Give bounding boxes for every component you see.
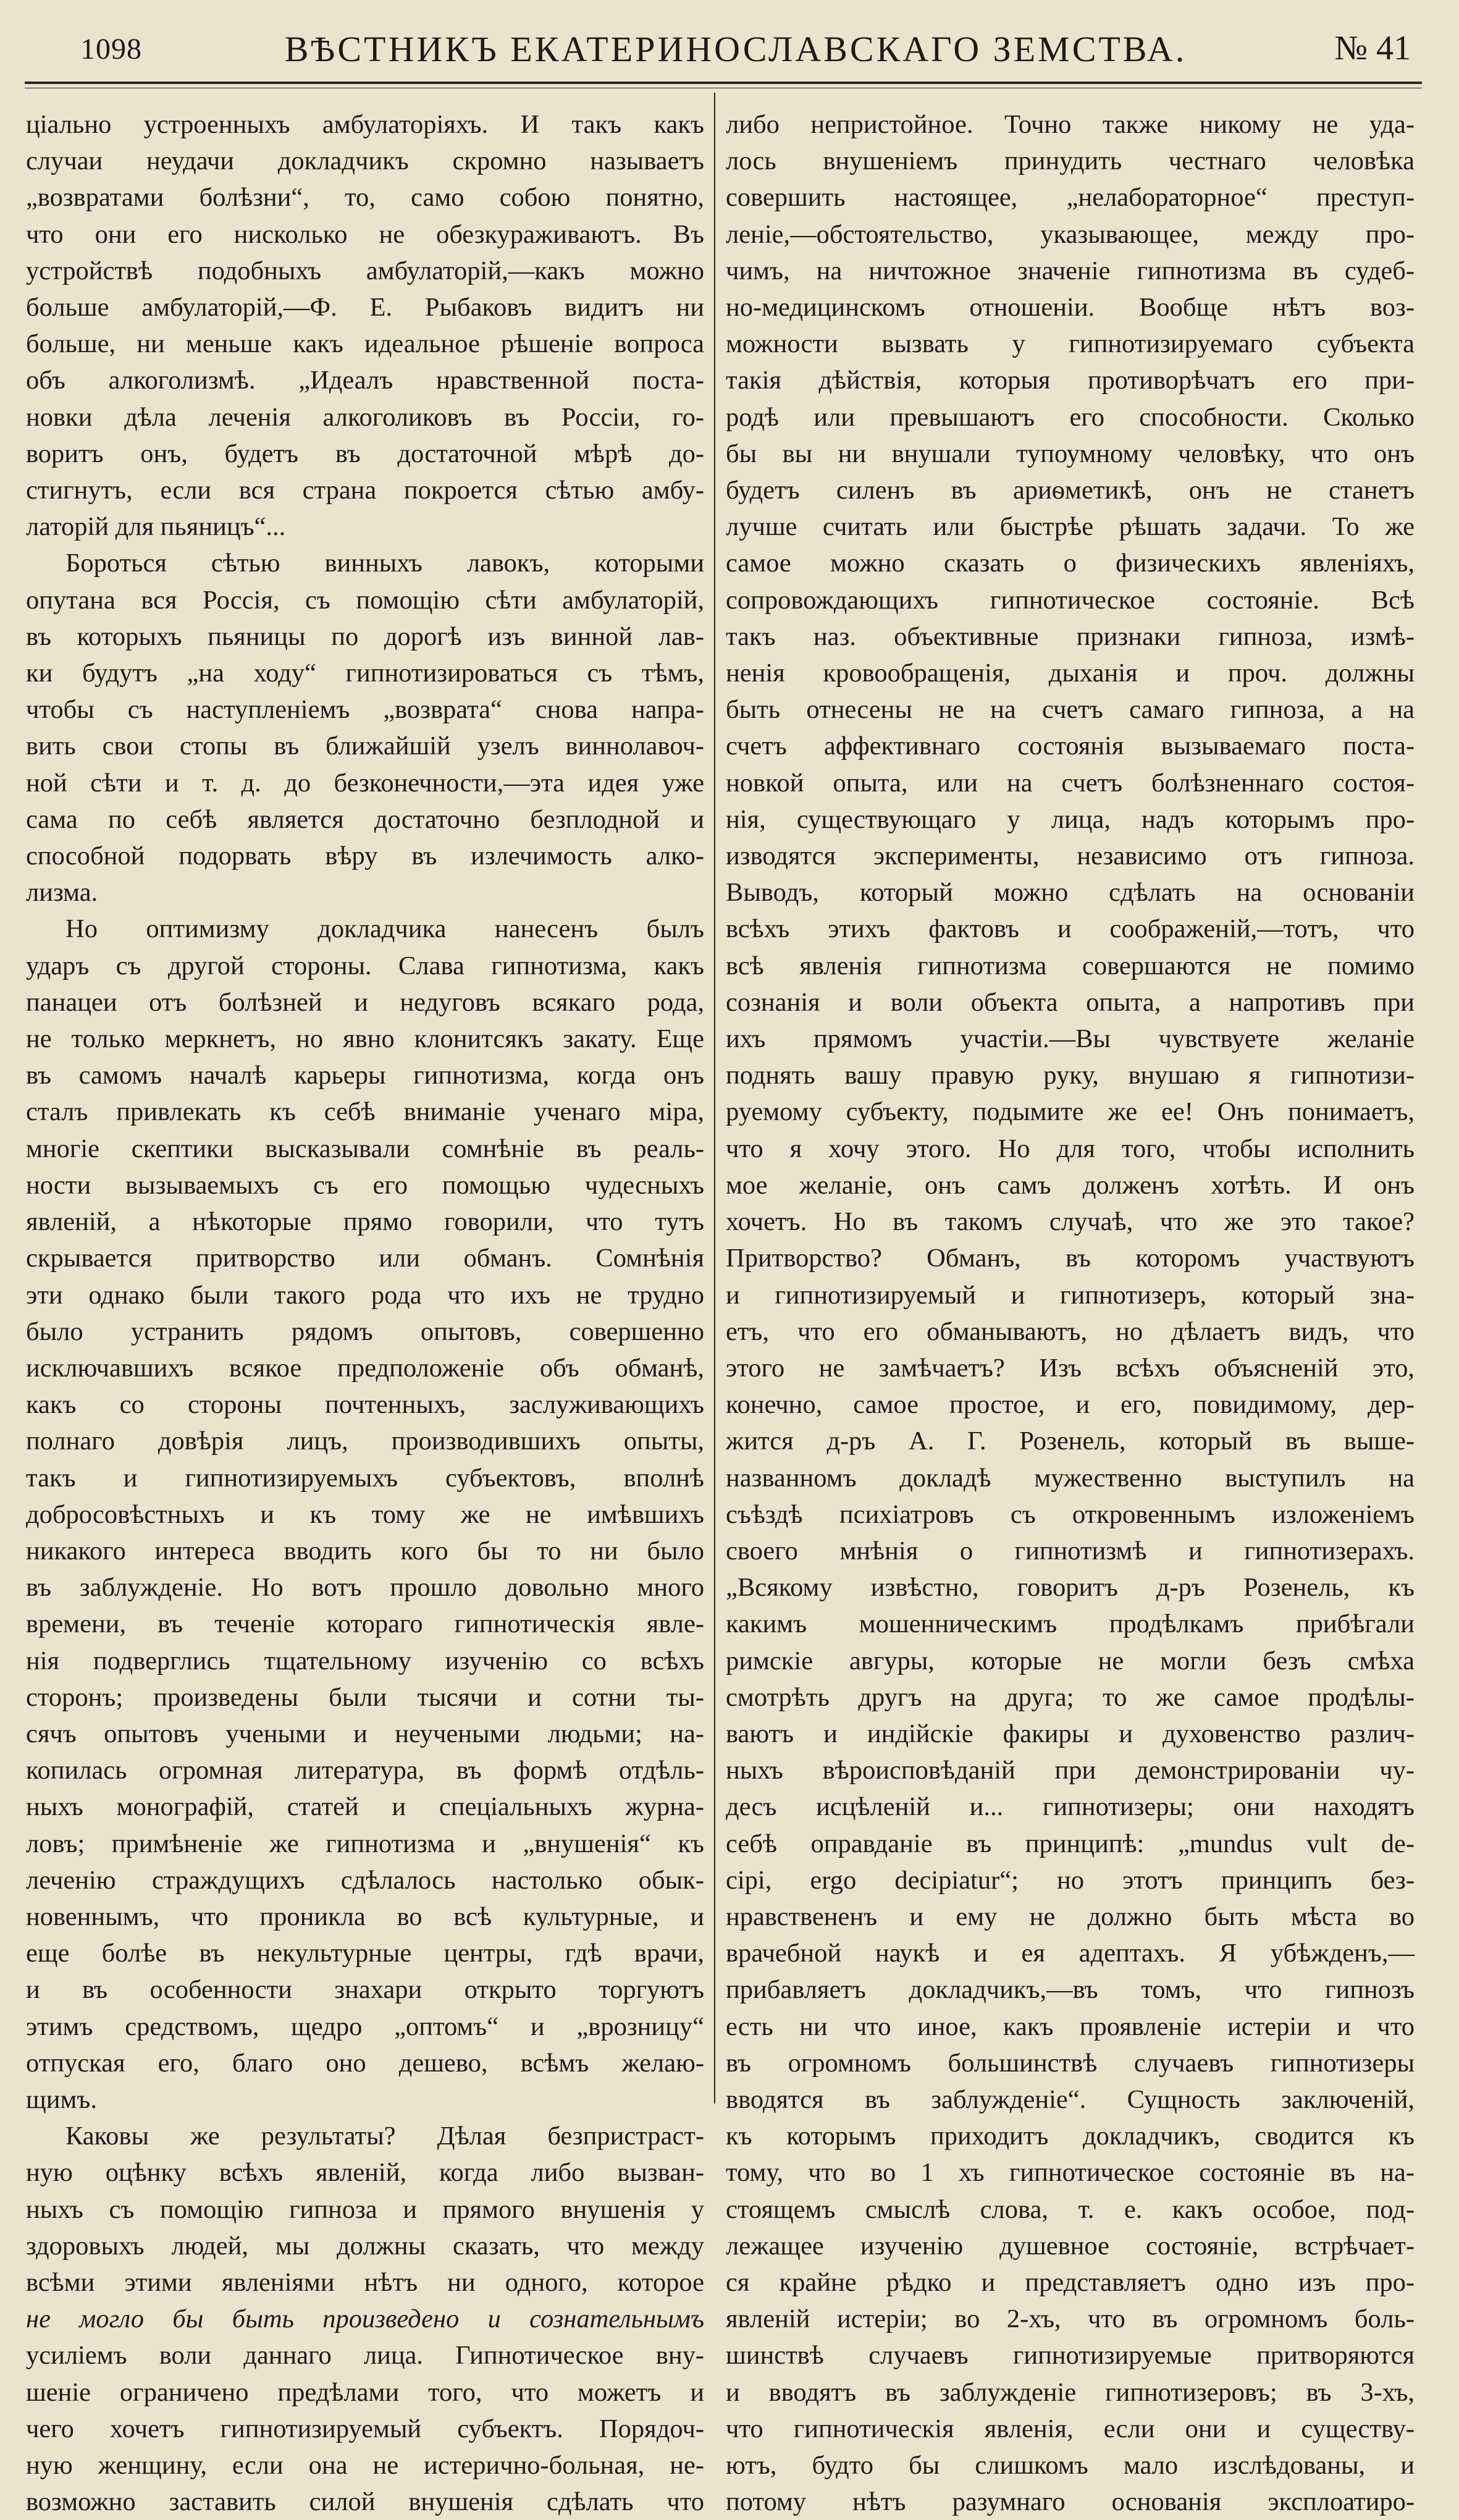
text-line: въ огромномъ большинствѣ случаевъ гипнотизеры	[726, 2048, 1415, 2078]
text-line: сторонъ; произведены были тысячи и сотни ты-	[26, 1682, 704, 1712]
text-line: щимъ.	[26, 2084, 97, 2114]
text-line: тому, что во 1 хъ гипнотическое состояніе въ на-	[726, 2158, 1415, 2188]
text-line: можности вызвать у гипнотизируемаго субъекта	[726, 329, 1415, 359]
text-line: ныхъ монографій, статей и спеціальныхъ журна-	[26, 1792, 704, 1822]
text-line: въ которыхъ пьяницы по дорогѣ изъ винной лав-	[26, 622, 704, 651]
text-line: своего мнѣнія о гипнотизмѣ и гипнотизерахъ.	[726, 1536, 1415, 1566]
text-line: новеннымъ, что проникла во всѣ культурные, и	[26, 1902, 704, 1931]
text-line: Но оптимизму докладчика нанесенъ былъ	[65, 914, 704, 944]
text-line: Бороться сѣтью винныхъ лавокъ, которыми	[65, 549, 704, 578]
text-line: леченію страждущихъ сдѣлалось настолько обык-	[26, 1865, 704, 1895]
text-line: ударъ съ другой стороны. Слава гипнотизма, какъ	[26, 951, 704, 980]
text-line: Каковы же результаты? Дѣлая безпристраст-	[65, 2122, 704, 2151]
page-number: 1098	[80, 33, 142, 65]
text-line: такъ и гипнотизируемыхъ субъектовъ, вполнѣ	[26, 1463, 704, 1493]
text-line: вводятся въ заблужденіе“. Сущность заключеній,	[726, 2084, 1415, 2114]
text-line: возможно заставить силой внушенія сдѣлать что	[26, 2487, 704, 2517]
text-line: ки будутъ „на ходу“ гипнотизироваться съ тѣмъ,	[26, 659, 704, 688]
text-line: ную оцѣнку всѣхъ явленій, когда либо вызван-	[26, 2158, 704, 2188]
text-line: ціально устроенныхъ амбулаторіяхъ. И такъ какъ	[26, 110, 704, 139]
text-line: чимъ, на ничтожное значеніе гипнотизма въ судеб-	[726, 256, 1415, 285]
text-line: какимъ мошенническимъ продѣлкамъ прибѣгали	[726, 1609, 1415, 1639]
text-line: всѣми этими явленіями нѣтъ ни одного, которое	[26, 2267, 704, 2297]
text-line: лизма.	[26, 878, 98, 908]
text-line: сопровождающихъ гипнотическое состояніе. Всѣ	[726, 585, 1415, 615]
text-line: къ которымъ приходитъ докладчикъ, сводится къ	[726, 2122, 1415, 2151]
text-line: себѣ оправданіе въ принципѣ: „mundus vult de-	[726, 1829, 1415, 1858]
text-line: и гипнотизируемый и гипнотизеръ, который зна-	[726, 1280, 1415, 1310]
left-column	[26, 106, 704, 2520]
text-line: лежащее изученію душевное состояніе, встрѣчает-	[726, 2231, 1415, 2261]
header-rule	[25, 82, 1422, 84]
text-line: „Всякому извѣстно, говоритъ д-ръ Розенель, къ	[726, 1573, 1415, 1603]
text-line: ную женщину, если она не истерично-больная, не-	[26, 2451, 704, 2480]
text-line: поднять вашу правую руку, внушаю я гипнотизи-	[726, 1061, 1415, 1090]
text-line: сама по себѣ является достаточно безплодной и	[26, 804, 704, 834]
text-line: счетъ аффективнаго состоянія вызываемаго поста-	[726, 731, 1415, 761]
text-line: шеніе ограничено предѣлами того, что можетъ и	[26, 2377, 704, 2407]
text-line: усиліемъ воли даннаго лица. Гипнотическое вну-	[26, 2341, 704, 2370]
text-line: и вводятъ въ заблужденіе гипнотизеровъ; въ 3-хъ,	[726, 2377, 1415, 2407]
issue-number: № 41	[1334, 29, 1411, 67]
text-line: еще болѣе въ некультурные центры, гдѣ врачи,	[26, 1939, 704, 1968]
text-line: опутана вся Россія, съ помощію сѣти амбулаторій,	[26, 585, 704, 615]
text-line: Выводъ, который можно сдѣлать на основаніи	[726, 878, 1415, 908]
text-line: новкой опыта, или на счетъ болѣзненнаго состоя-	[726, 768, 1415, 798]
text-line: добросовѣстныхъ и къ тому же не имѣвшихъ	[26, 1499, 704, 1529]
text-line: въ заблужденіе. Но вотъ прошло довольно много	[26, 1573, 704, 1603]
text-line: ненія кровообращенія, дыханія и проч. должны	[726, 659, 1415, 688]
text-line: мое желаніе, онъ самъ долженъ хотѣть. И онъ	[726, 1170, 1415, 1200]
text-line: но-медицинскомъ отношеніи. Вообще нѣтъ воз-	[726, 293, 1415, 322]
text-line: будетъ силенъ въ ариѳметикѣ, онъ не станетъ	[726, 476, 1415, 505]
text-line: воритъ онъ, будетъ въ достаточной мѣрѣ до-	[26, 439, 704, 468]
text-line: римскіе авгуры, которые не могли безъ смѣха	[726, 1646, 1415, 1675]
text-line: ся крайне рѣдко и представляетъ одно изъ про-	[726, 2267, 1415, 2297]
text-line: етъ, что его обманываютъ, но дѣлаетъ видъ, что	[726, 1317, 1415, 1346]
text-line: нія, существующаго у лица, надъ которымъ про-	[726, 804, 1415, 834]
text-line: самое можно сказать о физическихъ явленіяхъ,	[726, 549, 1415, 578]
text-line: никакого интереса вводить кого бы то ни было	[26, 1536, 704, 1566]
text-line: смотрѣть другъ на друга; то же самое продѣлы-	[726, 1682, 1415, 1712]
text-line: времени, въ теченіе котораго гипнотическія явле-	[26, 1609, 704, 1639]
text-line: объ алкоголизмѣ. „Идеалъ нравственной поста-	[26, 366, 704, 395]
text-line: потому нѣтъ разумнаго основанія эксплоатиро-	[726, 2487, 1415, 2517]
page-header	[56, 17, 1416, 85]
text-line: какъ со стороны почтенныхъ, заслуживающихъ	[26, 1390, 704, 1420]
journal-title: ВѢСТНИКЪ ЕКАТЕРИНОСЛАВСКАГО ЗЕМСТВА.	[284, 29, 1187, 69]
text-line: ихъ прямомъ участіи.—Вы чувствуете желаніе	[726, 1024, 1415, 1054]
text-line: хочетъ. Но въ такомъ случаѣ, что же это такое?	[726, 1207, 1415, 1237]
text-line: быть отнесены не на счетъ самаго гипноза, а на	[726, 695, 1415, 725]
text-line: врачебной наукѣ и ея адептахъ. Я убѣжденъ,—	[726, 1939, 1415, 1968]
text-line: и въ особенности знахари открыто торгуютъ	[26, 1975, 704, 2005]
text-line: не только меркнетъ, но явно клонитсякъ закату. Еще	[26, 1024, 704, 1054]
text-line: десъ исцѣленій и... гипнотизеры; они находятъ	[726, 1792, 1415, 1822]
text-line: руемому субъекту, подымите же ее! Онъ понимаетъ,	[726, 1097, 1415, 1127]
text-line: совершить настоящее, „нелабораторное“ преступ-	[726, 183, 1415, 213]
text-line: исключавшихъ всякое предположеніе объ обманѣ,	[26, 1353, 704, 1383]
text-line: чтобы съ наступленіемъ „возврата“ снова напра-	[26, 695, 704, 725]
text-line: случаи неудачи докладчикъ скромно называетъ	[26, 146, 704, 176]
right-column	[726, 106, 1415, 2520]
text-line: cipi, ergo decipiatur“; но этотъ принципъ без-	[726, 1865, 1415, 1895]
text-line: бы вы ни внушали тупоумному человѣку, что онъ	[726, 439, 1415, 468]
text-line: что я хочу этого. Но для того, чтобы исполнить	[726, 1134, 1415, 1163]
text-line: въ самомъ началѣ карьеры гипнотизма, когда онъ	[26, 1061, 704, 1090]
text-line: родѣ или превышаютъ его способности. Сколько	[726, 402, 1415, 432]
text-line: такія дѣйствія, которыя противорѣчатъ его при-	[726, 366, 1415, 395]
text-line: шинствѣ случаевъ гипнотизируемые притворяются	[726, 2341, 1415, 2370]
text-line: было устранить рядомъ опытовъ, совершенно	[26, 1317, 704, 1346]
column-divider	[714, 93, 715, 2104]
text-line: эти однако были такого рода что ихъ не трудно	[26, 1280, 704, 1310]
text-line: здоровыхъ людей, мы должны сказать, что между	[26, 2231, 704, 2261]
text-line: „возвратами болѣзни“, то, само собою понятно,	[26, 183, 704, 213]
text-line: ютъ, будто бы слишкомъ мало изслѣдованы, и	[726, 2451, 1415, 2480]
text-line: такъ наз. объективные признаки гипноза, измѣ-	[726, 622, 1415, 651]
text-line: этого не замѣчаетъ? Изъ всѣхъ объясненій это,	[726, 1353, 1415, 1383]
text-line: съѣздѣ психіатровъ съ откровеннымъ изложеніемъ	[726, 1499, 1415, 1529]
text-line: явленій истеріи; во 2-хъ, что въ огромномъ боль-	[726, 2304, 1415, 2334]
text-line: сячъ опытовъ учеными и неучеными людьми; на-	[26, 1719, 704, 1748]
text-line: копилась огромная литература, въ формѣ отдѣль-	[26, 1756, 704, 1785]
text-line: жится д-ръ А. Г. Розенель, который въ выше-	[726, 1426, 1415, 1456]
text-line: больше, ни меньше какъ идеальное рѣшеніе вопроса	[26, 329, 704, 359]
text-line: названномъ докладѣ мужественно выступилъ на	[726, 1463, 1415, 1493]
text-line: что гипнотическія явленія, если они и существу-	[726, 2414, 1415, 2443]
text-line: скрывается притворство или обманъ. Сомнѣнія	[26, 1244, 704, 1273]
text-line: явленій, а нѣкоторые прямо говорили, что тутъ	[26, 1207, 704, 1237]
text-line: ныхъ вѣроисповѣданій при демонстрированіи чу-	[726, 1756, 1415, 1785]
text-line: отпуская его, благо оно дешево, всѣмъ желаю-	[26, 2048, 704, 2078]
text-line: ной сѣти и т. д. до безконечности,—эта идея уже	[26, 768, 704, 798]
text-line: леніе,—обстоятельство, указывающее, между про-	[726, 219, 1415, 249]
text-line: новки дѣла леченія алкоголиковъ въ Россіи, го-	[26, 402, 704, 432]
text-line: всѣ явленія гипнотизма совершаются не помимо	[726, 951, 1415, 980]
text-line: конечно, самое простое, и его, повидимому, дер-	[726, 1390, 1415, 1420]
text-line: всѣхъ этихъ фактовъ и соображеній,—тотъ, что	[726, 914, 1415, 944]
text-line: многіе скептики высказывали сомнѣніе въ реаль-	[26, 1134, 704, 1163]
text-line: ныхъ съ помощію гипноза и прямого внушенія у	[26, 2194, 704, 2224]
text-line: устройствѣ подобныхъ амбулаторій,—какъ можно	[26, 256, 704, 285]
text-line: латорій для пьяницъ“...	[26, 512, 286, 542]
text-line: нравствененъ и ему не должно быть мѣста во	[726, 1902, 1415, 1931]
text-line: ности вызываемыхъ съ его помощью чудесныхъ	[26, 1170, 704, 1200]
text-line: сталъ привлекать къ себѣ вниманіе ученаго міра,	[26, 1097, 704, 1127]
text-line: Притворство? Обманъ, въ которомъ участвуютъ	[726, 1244, 1415, 1273]
text-line: панацеи отъ болѣзней и недуговъ всякаго рода,	[26, 987, 704, 1017]
text-line: сознанія и воли объекта опыта, а напротивъ при	[726, 987, 1415, 1017]
text-line: изводятся эксперименты, независимо отъ гипноза.	[726, 841, 1415, 871]
text-line: ваютъ и индійскіе факиры и духовенство различ-	[726, 1719, 1415, 1748]
text-line: чего хочетъ гипнотизируемый субъектъ. Порядоч-	[26, 2414, 704, 2443]
text-line: вить свои стопы въ ближайшій узелъ виннолавоч-	[26, 731, 704, 761]
text-line: лучше считать или быстрѣе рѣшать задачи. То же	[726, 512, 1415, 542]
text-line: стоящемъ смыслѣ слова, т. е. какъ особое, под-	[726, 2194, 1415, 2224]
text-line: прибавляетъ докладчикъ,—въ томъ, что гипнозъ	[726, 1975, 1415, 2005]
text-line: не могло бы быть произведено и сознательнымъ	[26, 2304, 704, 2334]
text-line: есть ни что иное, какъ проявленіе истеріи и что	[726, 2012, 1415, 2041]
text-line: нія подверглись тщательному изученію со всѣхъ	[26, 1646, 704, 1675]
text-line: что они его нисколько не обезкураживаютъ. Въ	[26, 219, 704, 249]
text-line: больше амбулаторій,—Ф. Е. Рыбаковъ видитъ ни	[26, 293, 704, 322]
text-line: ловъ; примѣненіе же гипнотизма и „внушенія“ къ	[26, 1829, 704, 1858]
text-line: стигнутъ, если вся страна покроется сѣтью амбу-	[26, 476, 704, 505]
text-line: полнаго довѣрія лицъ, производившихъ опыты,	[26, 1426, 704, 1456]
text-line: способной подорвать вѣру въ излечимость алко-	[26, 841, 704, 871]
text-line: лось внушеніемъ принудить честнаго человѣка	[726, 146, 1415, 176]
text-line: либо непристойное. Точно также никому не уда-	[726, 110, 1415, 139]
text-line: этимъ средствомъ, щедро „оптомъ“ и „врозницу“	[26, 2012, 704, 2041]
